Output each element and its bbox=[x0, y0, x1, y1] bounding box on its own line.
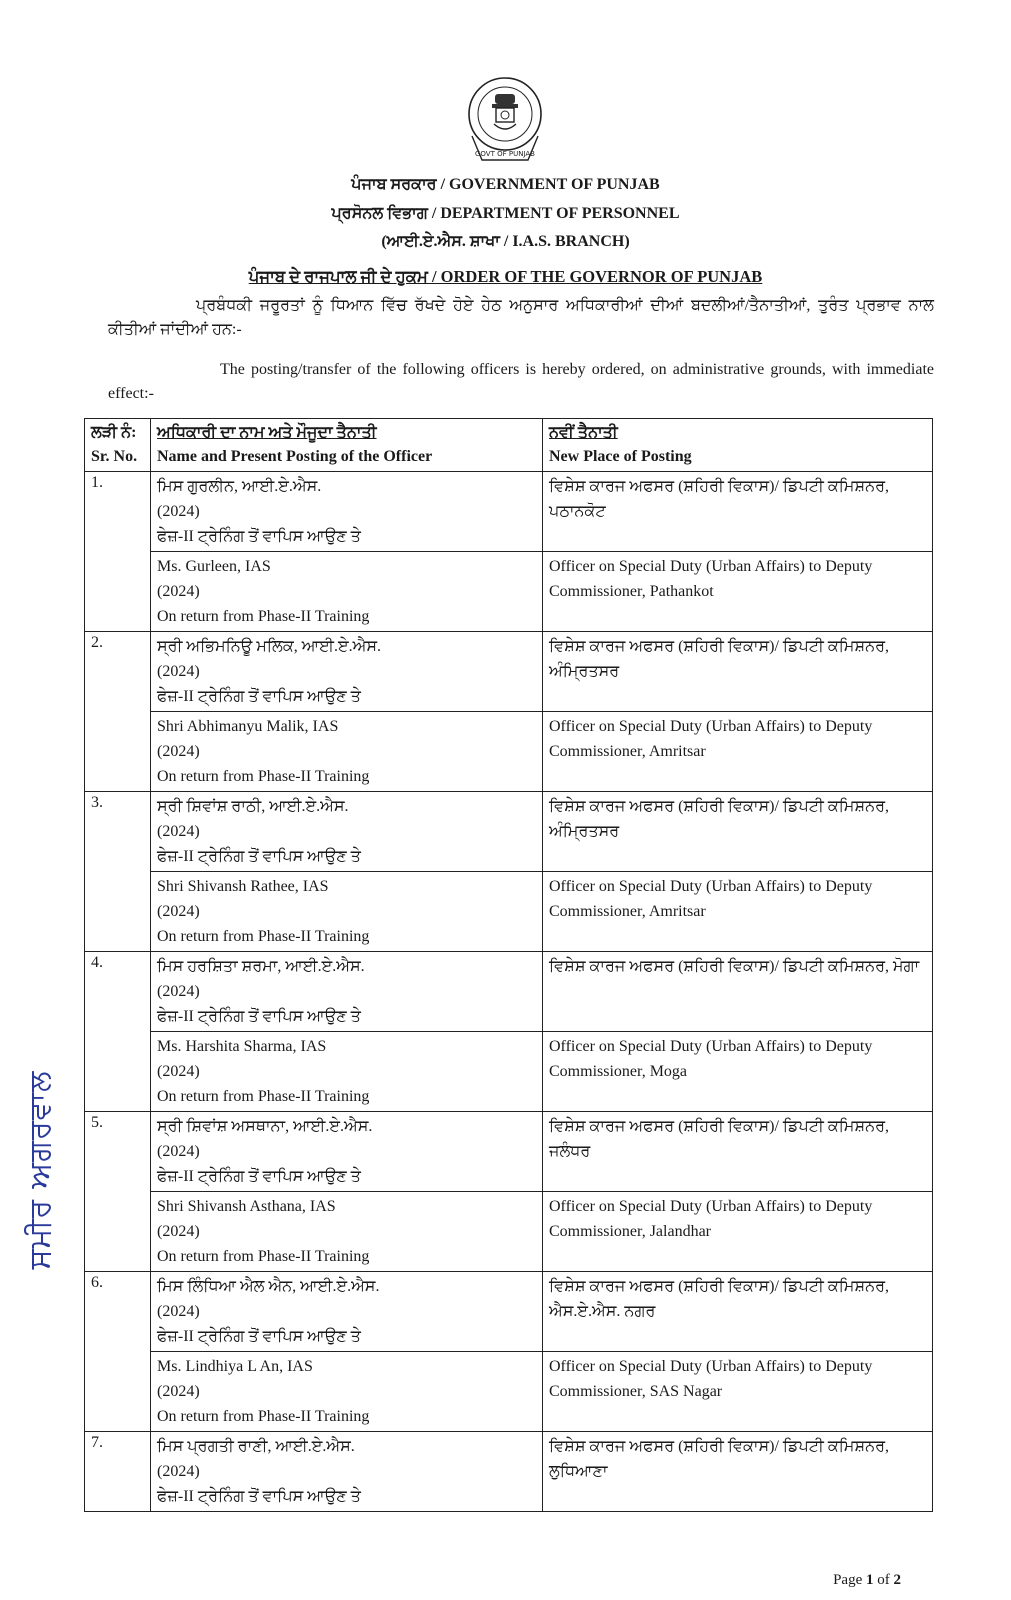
header-government: ਪੰਜਾਬ ਸਰਕਾਰ / GOVERNMENT OF PUNJAB bbox=[351, 176, 660, 193]
new-posting-english: Officer on Special Duty (Urban Affairs) to Deputy Commissioner, Jalandhar bbox=[543, 1192, 933, 1272]
pa-note: ਫੇਜ਼-II ਟ੍ਰੇਨਿੰਗ ਤੋਂ ਵਾਪਿਸ ਆਉਣ ਤੇ bbox=[157, 528, 361, 545]
table-row bbox=[85, 952, 933, 1032]
table-row bbox=[85, 1192, 933, 1272]
table-row bbox=[85, 712, 933, 792]
table-row bbox=[85, 552, 933, 632]
pa-name: ਮਿਸ ਹਰਸ਼ਿਤਾ ਸ਼ਰਮਾ, ਆਈ.ਏ.ਐਸ. bbox=[157, 958, 365, 975]
header-officer bbox=[151, 419, 543, 472]
serial-number: 4. bbox=[85, 952, 151, 1112]
serial-number: 2. bbox=[85, 632, 151, 792]
new-posting-punjabi: ਵਿਸ਼ੇਸ਼ ਕਾਰਜ ਅਫਸਰ (ਸ਼ਹਿਰੀ ਵਿਕਾਸ)/ ਡਿਪਟੀ ਕਮਿਸ਼ਨਰ, ਅੰਮ੍ਰਿਤਸਰ bbox=[543, 632, 933, 712]
new-posting-punjabi: ਵਿਸ਼ੇਸ਼ ਕਾਰਜ ਅਫਸਰ (ਸ਼ਹਿਰੀ ਵਿਕਾਸ)/ ਡਿਪਟੀ ਕਮਿਸ਼ਨਰ, ਲੁਧਿਆਣਾ bbox=[543, 1432, 933, 1512]
new-posting-english: Officer on Special Duty (Urban Affairs) to Deputy Commissioner, Amritsar bbox=[543, 712, 933, 792]
pa-note: ਫੇਜ਼-II ਟ੍ਰੇਨਿੰਗ ਤੋਂ ਵਾਪਿਸ ਆਉਣ ਤੇ bbox=[157, 688, 361, 705]
pa-year: (2024) bbox=[157, 1143, 200, 1160]
header-officer-en: Name and Present Posting of the Officer bbox=[157, 448, 433, 465]
en-name: Ms. Harshita Sharma, IAS bbox=[157, 1038, 327, 1055]
margin-note-text: ਸਮੀਰ ਅਗਰਵਾਲ bbox=[22, 1070, 58, 1270]
pa-note: ਫੇਜ਼-II ਟ੍ਰੇਨਿੰਗ ਤੋਂ ਵਾਪਿਸ ਆਉਣ ਤੇ bbox=[157, 1168, 361, 1185]
pa-name: ਮਿਸ ਲਿੰਧਿਆ ਐਲ ਐਨ, ਆਈ.ਏ.ਐਸ. bbox=[157, 1278, 380, 1295]
new-posting-punjabi: ਵਿਸ਼ੇਸ਼ ਕਾਰਜ ਅਫਸਰ (ਸ਼ਹਿਰੀ ਵਿਕਾਸ)/ ਡਿਪਟੀ ਕਮਿਸ਼ਨਰ, ਅੰਮ੍ਰਿਤਸਰ bbox=[543, 792, 933, 872]
new-posting-punjabi: ਵਿਸ਼ੇਸ਼ ਕਾਰਜ ਅਫਸਰ (ਸ਼ਹਿਰੀ ਵਿਕਾਸ)/ ਡਿਪਟੀ ਕਮਿਸ਼ਨਰ, ਜਲੰਧਰ bbox=[543, 1112, 933, 1192]
en-name: Shri Shivansh Asthana, IAS bbox=[157, 1198, 336, 1215]
en-note: On return from Phase-II Training bbox=[157, 768, 370, 785]
pa-year: (2024) bbox=[157, 663, 200, 680]
header-new-posting-pa: ਨਵੀਂ ਤੈਨਾਤੀ bbox=[549, 424, 618, 441]
pa-year: (2024) bbox=[157, 503, 200, 520]
officer-punjabi bbox=[151, 632, 543, 712]
pa-year: (2024) bbox=[157, 983, 200, 1000]
pa-name: ਸ੍ਰੀ ਅਭਿਮਨਿਊ ਮਲਿਕ, ਆਈ.ਏ.ਐਸ. bbox=[157, 638, 382, 655]
table-row bbox=[85, 1112, 933, 1192]
officer-english bbox=[151, 1352, 543, 1432]
en-note: On return from Phase-II Training bbox=[157, 928, 370, 945]
page-prefix: Page bbox=[833, 1572, 866, 1588]
new-posting-punjabi: ਵਿਸ਼ੇਸ਼ ਕਾਰਜ ਅਫਸਰ (ਸ਼ਹਿਰੀ ਵਿਕਾਸ)/ ਡਿਪਟੀ ਕਮਿਸ਼ਨਰ, ਐਸ.ਏ.ਐਸ. ਨਗਰ bbox=[543, 1272, 933, 1352]
table-body bbox=[85, 472, 933, 1512]
pa-name: ਮਿਸ ਗੁਰਲੀਨ, ਆਈ.ਏ.ਐਸ. bbox=[157, 478, 322, 495]
intro-english: The posting/transfer of the following officers is hereby ordered, on administrative grounds, with immediate effect:- bbox=[108, 361, 934, 402]
serial-number: 6. bbox=[85, 1272, 151, 1432]
new-posting-punjabi: ਵਿਸ਼ੇਸ਼ ਕਾਰਜ ਅਫਸਰ (ਸ਼ਹਿਰੀ ਵਿਕਾਸ)/ ਡਿਪਟੀ ਕਮਿਸ਼ਨਰ, ਪਠਾਨਕੋਟ bbox=[543, 472, 933, 552]
header-new-posting-en: New Place of Posting bbox=[549, 448, 692, 465]
officer-english bbox=[151, 552, 543, 632]
government-emblem bbox=[462, 74, 548, 170]
order-title: ਪੰਜਾਬ ਦੇ ਰਾਜਪਾਲ ਜੀ ਦੇ ਹੁਕਮ / ORDER OF THE GOVERNOR OF PUNJAB bbox=[248, 267, 763, 286]
header-sr-no bbox=[85, 419, 151, 472]
header-officer-pa: ਅਧਿਕਾਰੀ ਦਾ ਨਾਮ ਅਤੇ ਮੌਜੂਦਾ ਤੈਨਾਤੀ bbox=[157, 424, 377, 441]
page-total: 2 bbox=[893, 1572, 901, 1588]
new-posting-english: Officer on Special Duty (Urban Affairs) to Deputy Commissioner, SAS Nagar bbox=[543, 1352, 933, 1432]
intro-punjabi: ਪ੍ਰਬੰਧਕੀ ਜਰੂਰਤਾਂ ਨੂੰ ਧਿਆਨ ਵਿੱਚ ਰੱਖਦੇ ਹੋਏ ਹੇਠ ਅਨੁਸਾਰ ਅਧਿਕਾਰੀਆਂ ਦੀਆਂ ਬਦਲੀਆਂ/ਤੈਨਾਤੀਆਂ, ਤੁਰੰਤ ਪ੍ਰਭਾਵ ਨਾਲ ਕੀਤੀਆਂ ਜਾਂਦੀਆਂ ਹਨ:- bbox=[108, 297, 934, 338]
officer-punjabi bbox=[151, 1432, 543, 1512]
pa-year: (2024) bbox=[157, 1303, 200, 1320]
page-current: 1 bbox=[866, 1572, 874, 1588]
en-year: (2024) bbox=[157, 1383, 200, 1400]
serial-number: 3. bbox=[85, 792, 151, 952]
table-row bbox=[85, 1272, 933, 1352]
emblem-text: GOVT OF PUNJAB bbox=[475, 150, 535, 158]
en-year: (2024) bbox=[157, 743, 200, 760]
table-row bbox=[85, 472, 933, 552]
en-note: On return from Phase-II Training bbox=[157, 1088, 370, 1105]
header-sr-no-pa: ਲੜੀ ਨੰ: bbox=[91, 424, 137, 441]
officer-english bbox=[151, 1032, 543, 1112]
new-posting-english: Officer on Special Duty (Urban Affairs) to Deputy Commissioner, Pathankot bbox=[543, 552, 933, 632]
serial-number: 1. bbox=[85, 472, 151, 632]
header-branch: (ਆਈ.ਏ.ਐਸ. ਸ਼ਾਖਾ / I.A.S. BRANCH) bbox=[381, 233, 630, 250]
en-name: Shri Abhimanyu Malik, IAS bbox=[157, 718, 339, 735]
pa-name: ਸ੍ਰੀ ਸ਼ਿਵਾਂਸ਼ ਅਸਥਾਨਾ, ਆਈ.ਏ.ਐਸ. bbox=[157, 1118, 373, 1135]
en-note: On return from Phase-II Training bbox=[157, 608, 370, 625]
table-row bbox=[85, 1352, 933, 1432]
handwritten-margin-note bbox=[4, 1070, 76, 1270]
postings-table bbox=[84, 418, 933, 1512]
en-year: (2024) bbox=[157, 903, 200, 920]
table-row bbox=[85, 1432, 933, 1512]
en-note: On return from Phase-II Training bbox=[157, 1248, 370, 1265]
officer-english bbox=[151, 712, 543, 792]
en-year: (2024) bbox=[157, 1063, 200, 1080]
page-number bbox=[833, 1572, 901, 1589]
en-name: Ms. Gurleen, IAS bbox=[157, 558, 271, 575]
officer-punjabi bbox=[151, 1272, 543, 1352]
en-note: On return from Phase-II Training bbox=[157, 1408, 370, 1425]
header-department: ਪ੍ਰਸੋਨਲ ਵਿਭਾਗ / DEPARTMENT OF PERSONNEL bbox=[331, 205, 680, 222]
pa-note: ਫੇਜ਼-II ਟ੍ਰੇਨਿੰਗ ਤੋਂ ਵਾਪਿਸ ਆਉਣ ਤੇ bbox=[157, 848, 361, 865]
table-header-row bbox=[85, 419, 933, 472]
officer-english bbox=[151, 872, 543, 952]
pa-note: ਫੇਜ਼-II ਟ੍ਰੇਨਿੰਗ ਤੋਂ ਵਾਪਿਸ ਆਉਣ ਤੇ bbox=[157, 1328, 361, 1345]
pa-note: ਫੇਜ਼-II ਟ੍ਰੇਨਿੰਗ ਤੋਂ ਵਾਪਿਸ ਆਉਣ ਤੇ bbox=[157, 1488, 361, 1505]
officer-punjabi bbox=[151, 1112, 543, 1192]
new-posting-english: Officer on Special Duty (Urban Affairs) to Deputy Commissioner, Moga bbox=[543, 1032, 933, 1112]
table-row bbox=[85, 792, 933, 872]
officer-punjabi bbox=[151, 792, 543, 872]
pa-year: (2024) bbox=[157, 823, 200, 840]
officer-english bbox=[151, 1192, 543, 1272]
en-name: Ms. Lindhiya L An, IAS bbox=[157, 1358, 313, 1375]
officer-punjabi bbox=[151, 472, 543, 552]
officer-punjabi bbox=[151, 952, 543, 1032]
page-of: of bbox=[873, 1572, 894, 1588]
serial-number: 5. bbox=[85, 1112, 151, 1272]
table-row bbox=[85, 872, 933, 952]
table-row bbox=[85, 632, 933, 712]
en-year: (2024) bbox=[157, 583, 200, 600]
en-name: Shri Shivansh Rathee, IAS bbox=[157, 878, 329, 895]
en-year: (2024) bbox=[157, 1223, 200, 1240]
header-new-posting bbox=[543, 419, 933, 472]
header-sr-no-en: Sr. No. bbox=[91, 448, 138, 465]
pa-note: ਫੇਜ਼-II ਟ੍ਰੇਨਿੰਗ ਤੋਂ ਵਾਪਿਸ ਆਉਣ ਤੇ bbox=[157, 1008, 361, 1025]
table-row bbox=[85, 1032, 933, 1112]
serial-number: 7. bbox=[85, 1432, 151, 1512]
pa-name: ਸ੍ਰੀ ਸ਼ਿਵਾਂਸ਼ ਰਾਠੀ, ਆਈ.ਏ.ਐਸ. bbox=[157, 798, 349, 815]
pa-year: (2024) bbox=[157, 1463, 200, 1480]
pa-name: ਮਿਸ ਪ੍ਰਗਤੀ ਰਾਣੀ, ਆਈ.ਏ.ਐਸ. bbox=[157, 1438, 355, 1455]
new-posting-punjabi: ਵਿਸ਼ੇਸ਼ ਕਾਰਜ ਅਫਸਰ (ਸ਼ਹਿਰੀ ਵਿਕਾਸ)/ ਡਿਪਟੀ ਕਮਿਸ਼ਨਰ, ਮੋਗਾ bbox=[543, 952, 933, 1032]
new-posting-english: Officer on Special Duty (Urban Affairs) to Deputy Commissioner, Amritsar bbox=[543, 872, 933, 952]
